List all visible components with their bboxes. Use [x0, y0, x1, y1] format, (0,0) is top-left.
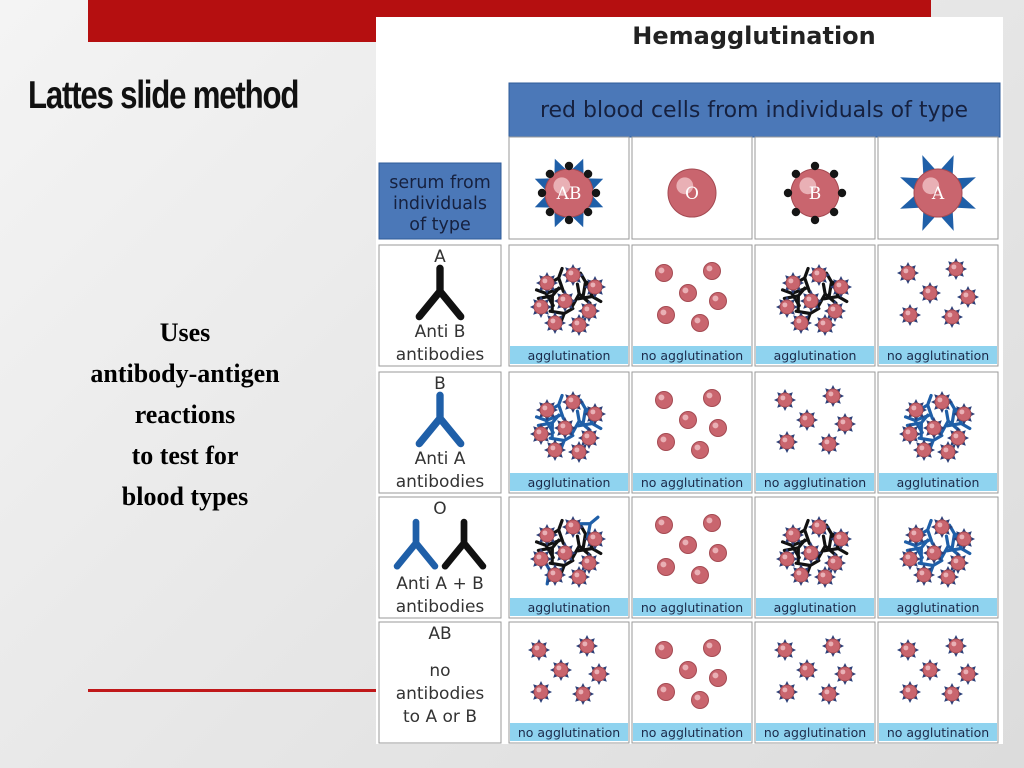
antigen-coated-cell [828, 304, 842, 318]
antigen-coated-cell [828, 556, 842, 570]
cell-highlight [712, 672, 718, 678]
antigen-coated-cell [582, 304, 596, 318]
slide-title: Lattes slide method [28, 74, 299, 117]
antibody-label-line: antibodies [395, 597, 485, 617]
cell-highlight [658, 519, 664, 525]
cell-highlight [584, 558, 589, 563]
antigen-coated-cell [945, 687, 959, 701]
b-antigen-marker [811, 162, 819, 170]
cell-highlight [824, 439, 829, 444]
cell-highlight [584, 306, 589, 311]
red-blood-cell [658, 307, 675, 324]
antibody-label-line: Anti A + B [396, 574, 484, 594]
cell-highlight [658, 394, 664, 400]
result-label: no agglutination [886, 725, 990, 740]
antigen-coated-cell [582, 556, 596, 570]
cell-highlight [536, 687, 541, 692]
cell-highlight [658, 644, 664, 650]
cell-highlight [582, 641, 587, 646]
cell-highlight [828, 391, 833, 396]
cell-highlight [550, 318, 555, 323]
red-blood-cell [656, 642, 673, 659]
antigen-coated-cell [909, 528, 923, 542]
hemagglutination-figure [376, 17, 1003, 744]
cell-highlight [550, 570, 555, 575]
antigen-coated-cell [566, 520, 580, 534]
cell-highlight [929, 548, 934, 553]
cell-highlight [911, 530, 916, 535]
red-blood-cell [710, 293, 727, 310]
antigen-coated-cell [822, 687, 836, 701]
antigen-coated-cell [957, 407, 971, 421]
cell-highlight [903, 268, 908, 273]
body-line: antibody-antigen [90, 359, 280, 388]
antigen-coated-cell [951, 431, 965, 445]
cell-highlight [660, 561, 666, 567]
b-antigen-marker [811, 216, 819, 224]
antigen-coated-cell [935, 520, 949, 534]
cell-highlight [824, 689, 829, 694]
serum-type-label: AB [428, 624, 452, 644]
antigen-coated-cell [786, 276, 800, 290]
red-blood-cell [692, 442, 709, 459]
hemagglutination-diagram [376, 17, 1003, 744]
cell-highlight [830, 306, 835, 311]
antigen-coated-cell [532, 643, 546, 657]
result-label: agglutination [527, 600, 611, 615]
antigen-coated-cell [838, 417, 852, 431]
cell-highlight [947, 689, 952, 694]
antigen-coated-cell [901, 643, 915, 657]
result-label: no agglutination [640, 725, 744, 740]
cell-highlight [929, 423, 934, 428]
cell-highlight [820, 572, 825, 577]
antigen-coated-cell [588, 532, 602, 546]
antigen-coated-cell [780, 552, 794, 566]
red-blood-cell [658, 684, 675, 701]
serum-type-label: B [434, 374, 446, 394]
red-blood-cell [658, 559, 675, 576]
antigen-coated-cell [901, 266, 915, 280]
cell-highlight [706, 517, 712, 523]
antigen-coated-cell [822, 437, 836, 451]
cell-highlight [788, 530, 793, 535]
cell-highlight [556, 665, 561, 670]
antigen-coated-cell [558, 546, 572, 560]
serum-header-line: serum from [389, 173, 491, 193]
cell-highlight [802, 665, 807, 670]
slide-body-text [50, 312, 320, 517]
antigen-coated-cell [838, 667, 852, 681]
cell-highlight [782, 302, 787, 307]
cell-highlight [590, 409, 595, 414]
cell-highlight [568, 270, 573, 275]
cell-highlight [943, 572, 948, 577]
cell-highlight [584, 433, 589, 438]
body-line: to test for [131, 441, 239, 470]
antigen-coated-cell [540, 276, 554, 290]
cell-highlight [796, 570, 801, 575]
cell-highlight [830, 558, 835, 563]
cell-highlight [905, 310, 910, 315]
cell-highlight [568, 522, 573, 527]
red-blood-cell [704, 640, 721, 657]
cell-highlight [706, 642, 712, 648]
serum-header-line: individuals [392, 194, 488, 214]
antigen-coated-cell [818, 318, 832, 332]
cell-highlight [574, 572, 579, 577]
cell-highlight [590, 282, 595, 287]
antibody-label-line: antibodies [395, 345, 485, 365]
red-blood-cell [710, 545, 727, 562]
antibody-label-line: Anti B [414, 322, 466, 342]
antibody-label-line: antibodies [395, 684, 485, 704]
cell-highlight [840, 669, 845, 674]
result-label: no agglutination [640, 600, 744, 615]
antigen-coated-cell [534, 685, 548, 699]
result-label: no agglutination [640, 475, 744, 490]
antigen-coated-cell [548, 568, 562, 582]
rbc-header-text: red blood cells from individuals of type [539, 98, 969, 123]
antigen-coated-cell [534, 300, 548, 314]
antigen-coated-cell [778, 643, 792, 657]
red-blood-cell [710, 420, 727, 437]
cell-highlight [694, 569, 700, 575]
antibody-label-line: Anti A [414, 449, 466, 469]
antigen-coated-cell [945, 310, 959, 324]
antigen-coated-cell [786, 528, 800, 542]
red-blood-cell [680, 662, 697, 679]
antigen-coated-cell [941, 445, 955, 459]
cell-highlight [694, 694, 700, 700]
rbc-type-o-icon [668, 169, 716, 217]
b-antigen-marker [784, 189, 792, 197]
cell-highlight [694, 444, 700, 450]
cell-highlight [658, 267, 664, 273]
cell-highlight [806, 296, 811, 301]
antigen-coated-cell [961, 667, 975, 681]
result-label: agglutination [527, 475, 611, 490]
cell-highlight [590, 534, 595, 539]
cell-highlight [925, 288, 930, 293]
cell-highlight [919, 570, 924, 575]
b-antigen-marker [830, 170, 838, 178]
result-label: no agglutination [517, 725, 621, 740]
antigen-coated-cell [812, 520, 826, 534]
red-blood-cell [704, 390, 721, 407]
b-antigen-marker [565, 216, 573, 224]
cell-highlight [919, 445, 924, 450]
antigen-coated-cell [576, 687, 590, 701]
antigen-coated-cell [935, 395, 949, 409]
cell-highlight [925, 665, 930, 670]
cell-highlight [712, 295, 718, 301]
b-antigen-marker [838, 189, 846, 197]
antigen-coated-cell [812, 268, 826, 282]
antigen-coated-cell [917, 443, 931, 457]
antigen-coated-cell [592, 667, 606, 681]
antigen-coated-cell [800, 663, 814, 677]
cell-highlight [568, 397, 573, 402]
cell-highlight [542, 278, 547, 283]
cell-highlight [828, 641, 833, 646]
cell-highlight [937, 397, 942, 402]
antigen-coated-cell [957, 532, 971, 546]
cell-highlight [712, 547, 718, 553]
red-blood-cell [710, 670, 727, 687]
cell-highlight [802, 415, 807, 420]
antigen-coated-cell [903, 308, 917, 322]
antigen-coated-cell [794, 316, 808, 330]
red-blood-cell [692, 692, 709, 709]
antigen-coated-cell [834, 280, 848, 294]
cell-highlight [963, 669, 968, 674]
b-antigen-marker [592, 189, 600, 197]
cell-highlight [905, 554, 910, 559]
cell-highlight [959, 409, 964, 414]
cell-highlight [806, 548, 811, 553]
cell-highlight [550, 445, 555, 450]
b-antigen-marker [565, 162, 573, 170]
b-antigen-marker [546, 208, 554, 216]
antigen-coated-cell [903, 552, 917, 566]
antigen-coated-cell [534, 552, 548, 566]
antigen-coated-cell [572, 570, 586, 584]
b-antigen-marker [584, 208, 592, 216]
cell-highlight [660, 686, 666, 692]
result-label: agglutination [896, 600, 980, 615]
b-antigen-marker [792, 170, 800, 178]
antigen-coated-cell [540, 528, 554, 542]
result-label: no agglutination [886, 348, 990, 363]
b-antigen-marker [546, 170, 554, 178]
antigen-coated-cell [951, 556, 965, 570]
cell-highlight [782, 554, 787, 559]
antigen-coated-cell [804, 294, 818, 308]
red-blood-cell [680, 537, 697, 554]
cell-highlight [706, 392, 712, 398]
antigen-coated-cell [588, 407, 602, 421]
cell-highlight [542, 530, 547, 535]
b-antigen-marker [830, 208, 838, 216]
serum-header-line: of type [409, 215, 471, 235]
b-antigen-marker [584, 170, 592, 178]
rbc-type-label: AB [556, 184, 582, 204]
antigen-coated-cell [588, 280, 602, 294]
red-blood-cell [704, 515, 721, 532]
cell-highlight [963, 292, 968, 297]
antigen-coated-cell [800, 413, 814, 427]
red-blood-cell [680, 285, 697, 302]
antigen-coated-cell [558, 421, 572, 435]
body-line: reactions [134, 400, 236, 429]
antigen-coated-cell [834, 532, 848, 546]
antibody-label-line: to A or B [403, 707, 477, 727]
antigen-coated-cell [572, 318, 586, 332]
result-label: agglutination [896, 475, 980, 490]
red-blood-cell [656, 392, 673, 409]
antigen-coated-cell [540, 403, 554, 417]
antigen-coated-cell [580, 639, 594, 653]
antigen-coated-cell [780, 435, 794, 449]
cell-highlight [911, 405, 916, 410]
figure-title: Hemagglutination [632, 22, 876, 50]
result-label: no agglutination [763, 725, 867, 740]
cell-highlight [682, 539, 688, 545]
red-blood-cell [704, 263, 721, 280]
cell-highlight [947, 312, 952, 317]
antigen-coated-cell [949, 639, 963, 653]
cell-highlight [905, 687, 910, 692]
cell-highlight [782, 437, 787, 442]
rbc-type-label: A [931, 184, 945, 204]
red-blood-cell [656, 265, 673, 282]
cell-highlight [660, 436, 666, 442]
cell-highlight [694, 317, 700, 323]
cell-highlight [814, 522, 819, 527]
cell-highlight [536, 554, 541, 559]
antigen-coated-cell [903, 685, 917, 699]
antigen-coated-cell [818, 570, 832, 584]
cell-highlight [542, 405, 547, 410]
cell-highlight [574, 447, 579, 452]
rbc-type-label: B [808, 184, 822, 204]
cell-highlight [780, 645, 785, 650]
cell-highlight [682, 287, 688, 293]
antigen-coated-cell [917, 568, 931, 582]
cell-highlight [594, 669, 599, 674]
cell-highlight [536, 429, 541, 434]
antigen-coated-cell [903, 427, 917, 441]
antigen-coated-cell [548, 316, 562, 330]
antigen-coated-cell [927, 546, 941, 560]
b-antigen-marker [538, 189, 546, 197]
result-label: no agglutination [763, 475, 867, 490]
cell-highlight [574, 320, 579, 325]
red-blood-cell [692, 315, 709, 332]
antigen-coated-cell [927, 421, 941, 435]
antigen-coated-cell [558, 294, 572, 308]
cell-highlight [682, 664, 688, 670]
cell-highlight [788, 278, 793, 283]
cell-highlight [840, 419, 845, 424]
cell-highlight [905, 429, 910, 434]
serum-type-label: A [434, 247, 446, 267]
antigen-coated-cell [923, 286, 937, 300]
cell-highlight [820, 320, 825, 325]
antigen-coated-cell [566, 268, 580, 282]
cell-highlight [796, 318, 801, 323]
antigen-coated-cell [961, 290, 975, 304]
antigen-coated-cell [923, 663, 937, 677]
antigen-coated-cell [778, 393, 792, 407]
bottom-accent-rule [88, 689, 378, 692]
antibody-label-line: antibodies [395, 472, 485, 492]
body-line: blood types [121, 482, 249, 511]
red-blood-cell [692, 567, 709, 584]
cell-highlight [943, 447, 948, 452]
cell-highlight [951, 264, 956, 269]
antigen-coated-cell [534, 427, 548, 441]
antigen-coated-cell [941, 570, 955, 584]
antigen-coated-cell [554, 663, 568, 677]
cell-highlight [780, 395, 785, 400]
body-line: Uses [159, 318, 211, 347]
cell-highlight [712, 422, 718, 428]
cell-highlight [560, 423, 565, 428]
antigen-coated-cell [909, 403, 923, 417]
antibody-label-line: no [429, 661, 451, 681]
result-label: agglutination [773, 600, 857, 615]
cell-highlight [536, 302, 541, 307]
antigen-coated-cell [826, 389, 840, 403]
cell-highlight [959, 534, 964, 539]
result-label: no agglutination [640, 348, 744, 363]
antigen-coated-cell [566, 395, 580, 409]
cell-highlight [953, 433, 958, 438]
cell-highlight [814, 270, 819, 275]
cell-highlight [660, 309, 666, 315]
result-label: agglutination [773, 348, 857, 363]
cell-highlight [706, 265, 712, 271]
cell-highlight [534, 645, 539, 650]
antigen-coated-cell [780, 685, 794, 699]
antigen-coated-cell [794, 568, 808, 582]
cell-highlight [937, 522, 942, 527]
result-label: agglutination [527, 348, 611, 363]
cell-highlight [682, 414, 688, 420]
antigen-coated-cell [572, 445, 586, 459]
antigen-coated-cell [826, 639, 840, 653]
serum-type-label: O [433, 499, 447, 519]
cell-highlight [560, 548, 565, 553]
cell-highlight [903, 645, 908, 650]
red-blood-cell [656, 517, 673, 534]
antigen-coated-cell [780, 300, 794, 314]
antigen-coated-cell [804, 546, 818, 560]
red-blood-cell [658, 434, 675, 451]
red-blood-cell [680, 412, 697, 429]
cell-highlight [560, 296, 565, 301]
rbc-type-b-icon [784, 162, 846, 224]
rbc-type-label: O [685, 184, 699, 204]
cell-highlight [782, 687, 787, 692]
antigen-coated-cell [582, 431, 596, 445]
cell-highlight [836, 282, 841, 287]
cell-highlight [953, 558, 958, 563]
b-antigen-marker [792, 208, 800, 216]
antigen-coated-cell [949, 262, 963, 276]
antigen-coated-cell [548, 443, 562, 457]
cell-highlight [836, 534, 841, 539]
cell-highlight [951, 641, 956, 646]
cell-highlight [578, 689, 583, 694]
